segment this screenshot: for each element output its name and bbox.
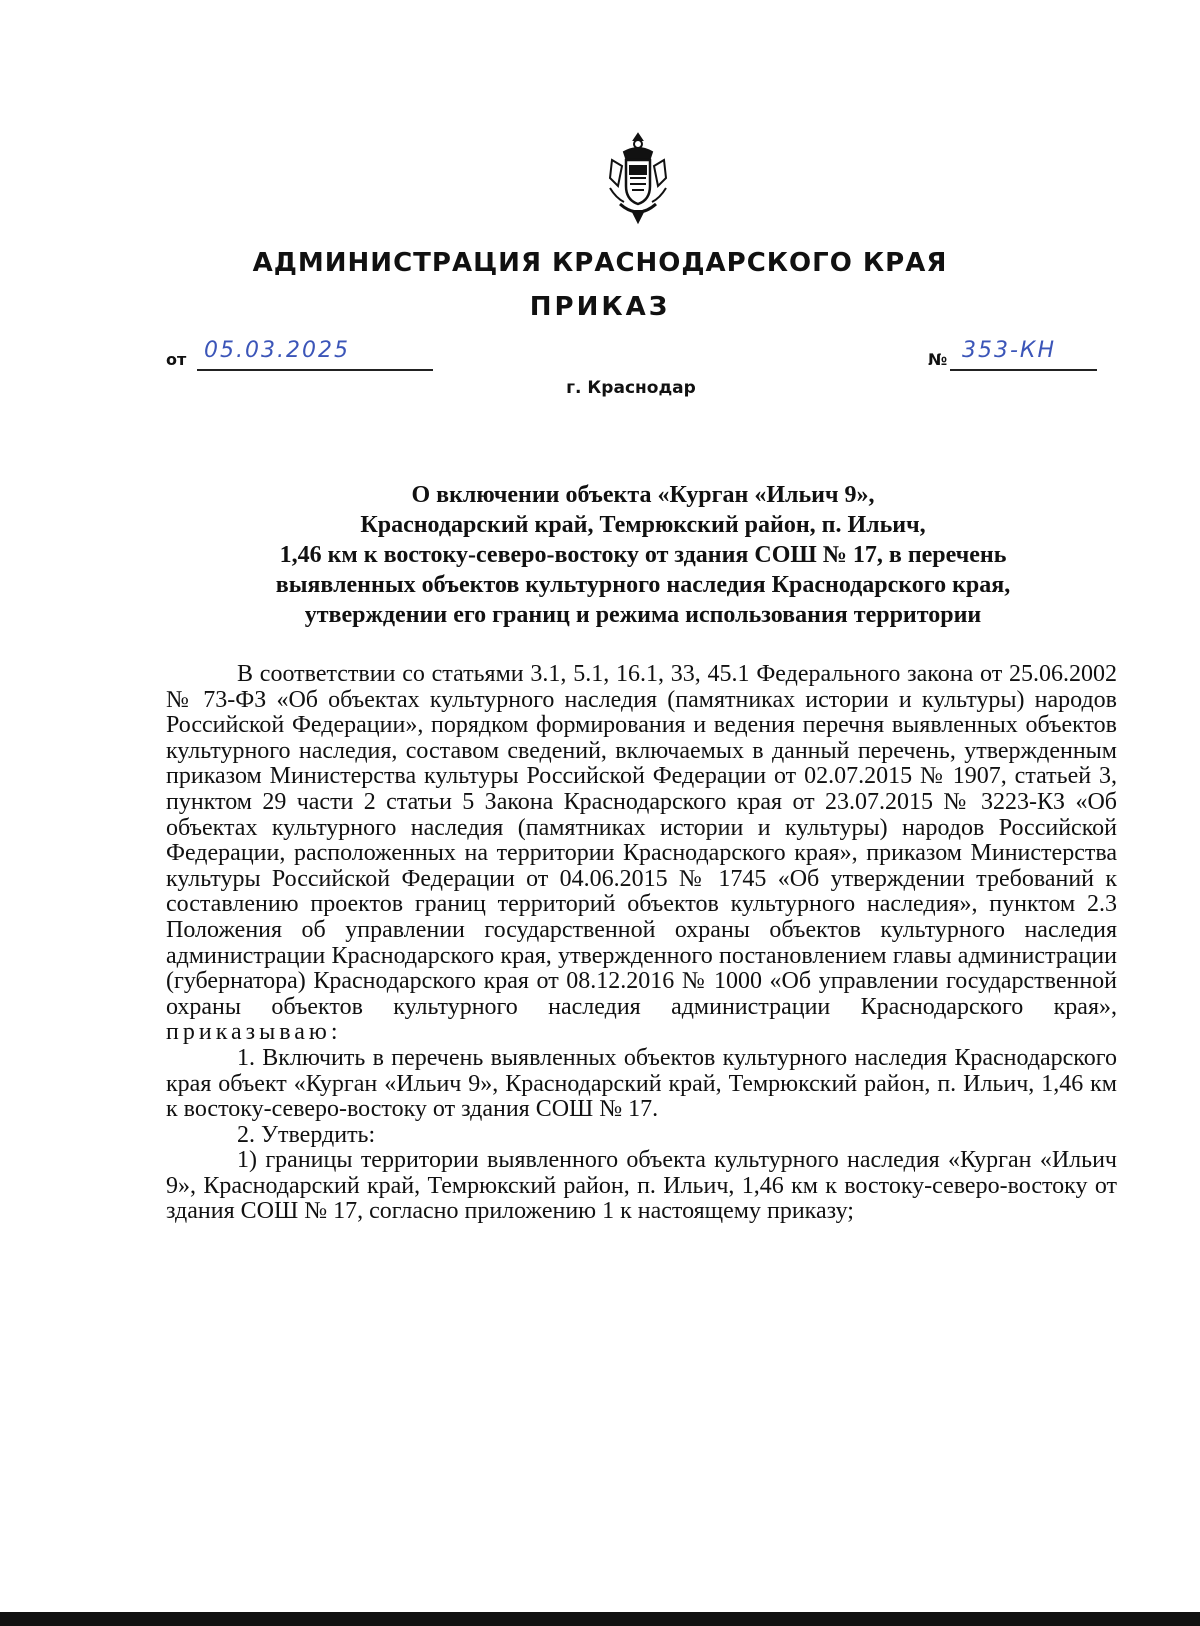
document-type: ПРИКАЗ: [529, 292, 671, 322]
order-word: приказываю:: [166, 1019, 342, 1046]
scan-edge: [0, 1612, 1200, 1626]
organization-name: АДМИНИСТРАЦИЯ КРАСНОДАРСКОГО КРАЯ: [252, 248, 948, 278]
preamble-text: В соответствии со статьями 3.1, 5.1, 16.1, 33, 45.1 Федерального закона от 25.06.2002 № 73-ФЗ «Об объектах культурного наследия (памятниках истории и культуры) народов Российской Федерации», порядком формирования и ведения перечня выявленных объектов культурного наследия, составом сведений, включаемых в данный перечень, утвержденным приказом Министерства культуры Российской Федерации от 02.07.2015 № 1907, статьей 3, пунктом 29 части 2 статьи 5 Закона Краснодарского края от 23.07.2015 № 3223-КЗ «Об объектах культурного наследия (памятниках истории и культуры) народов Российской Федерации, расположенных на территории Краснодарского края», приказом Министерства культуры Российской Федерации от 04.06.2015 № 1745 «Об утверждении требований к составлению проектов границ территорий объектов культурного наследия», пунктом 2.3 Положения об управлении государственной охраны объектов культурного наследия администрации Краснодарского края, утвержденного постановлением главы администрации (губернатора) Краснодарского края от 08.12.2016 № 1000 «Об управлении государственной охраны объектов культурного наследия администрации Краснодарского края»,: [166, 661, 1117, 1020]
date-label: от: [166, 350, 187, 369]
document-body: [166, 662, 1117, 1225]
date-value: 05.03.2025: [204, 338, 350, 363]
number-underline: [950, 369, 1097, 371]
city: г. Краснодар: [566, 378, 696, 398]
item-2-1: 1) границы территории выявленного объекта культурного наследия «Курган «Ильич 9», Краснодарский край, Темрюкский район, п. Ильич, 1,46 км к востоку-северо-востоку от здания СОШ № 17, согласно приложению 1 к настоящему приказу;: [166, 1147, 1117, 1225]
item-2: 2. Утвердить:: [237, 1121, 376, 1148]
item-1: 1. Включить в перечень выявленных объектов культурного наследия Краснодарского края объект «Курган «Ильич 9», Краснодарский край, Темрюкский район, п. Ильич, 1,46 км к востоку-северо-востоку от здания СОШ № 17.: [166, 1044, 1117, 1123]
coat-of-arms-icon: [602, 130, 674, 226]
title-line: выявленных объектов культурного наследия Краснодарского края,: [275, 572, 1011, 598]
title-line: утверждении его границ и режима использования территории: [304, 602, 982, 628]
number-label: №: [928, 350, 948, 369]
title-line: Краснодарский край, Темрюкский район, п. Ильич,: [360, 512, 926, 538]
date-underline: [197, 369, 433, 371]
number-value: 353-КН: [962, 338, 1057, 363]
title-line: О включении объекта «Курган «Ильич 9»,: [411, 482, 875, 508]
document-title: [168, 480, 1118, 630]
preamble-paragraph: [166, 662, 1117, 1046]
title-line: 1,46 км к востоку-северо-востоку от здания СОШ № 17, в перечень: [279, 542, 1007, 568]
